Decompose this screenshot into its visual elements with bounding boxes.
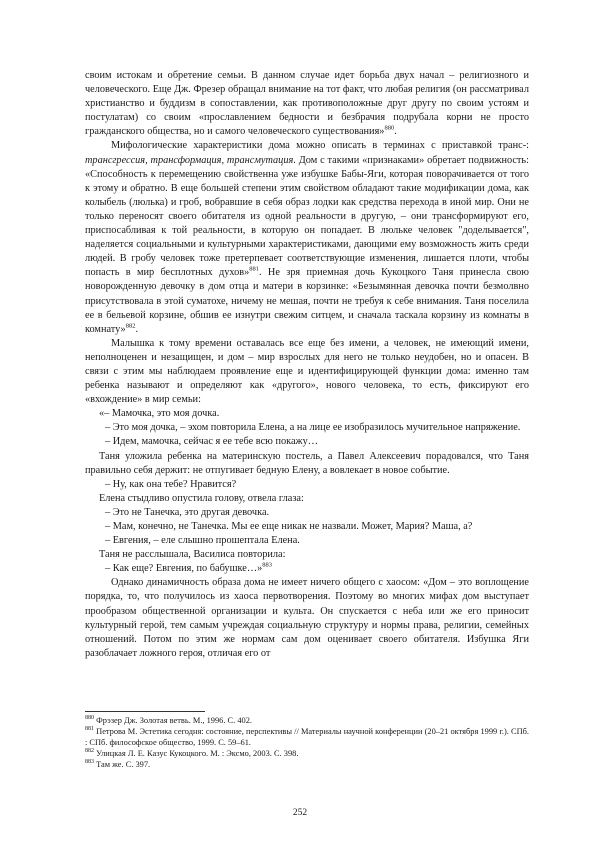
footnote-ref-882[interactable]: 882 <box>125 322 136 330</box>
page-body <box>85 69 529 661</box>
footnote-ref-881[interactable]: 881 <box>249 265 260 273</box>
footnote-text: Фрэзер Дж. Золотая ветвь. М., 1996. С. 402. <box>96 716 252 725</box>
dialogue-line: – Идем, мамочка, сейчас я ее тебе всю покажу… <box>105 436 319 448</box>
paragraph-3: Малышка к тому времени оставалась все еще без имени, а человек, не имеющий имени, неполноценен и незащищен, и дом – мир взрослых для него не только неудобен, но и опасен. В связи с этим мы наблюдаем проявление еще и идентифицирующей функции дома: именно там ребенка называют и определяют как «другого», нового человека, то есть, фиксируют его «вхождение» в мир семьи: <box>85 337 529 406</box>
dialogue-line: Елена стыдливо опустила голову, отвела глаза: <box>99 492 304 504</box>
dialogue-last-text: – Как еще? Евгения, по бабушке…» <box>105 563 263 575</box>
footnote-divider <box>85 711 205 712</box>
paragraph-2-italic-terms: трансгрессия, трансформация, трансмутация <box>85 154 294 166</box>
footnote-number: 882 <box>85 748 94 755</box>
page-number: 252 <box>292 808 308 818</box>
footnote-881 <box>85 726 529 748</box>
dialogue-line: Таня не расслышала, Василиса повторила: <box>99 549 286 561</box>
footnote-number: 883 <box>85 759 94 766</box>
paragraph-1: своим истокам и обретение семьи. В данном случае идет борьба двух начал – религиозного и человеческого. Еще Дж. Фрезер обращал внимание на тот факт, что любая религия (он рассматривал христианство и буддизм в сопоставлении, как противоположные друг другу по своим устоям и постулатам) со своим «прославлением бедности и безбрачия подрубала корни не просто гражданского общества, но и самого человеческого существования»$^{880}$. <box>85 70 529 138</box>
footnote-number: 881 <box>85 726 94 733</box>
dialogue-block <box>85 407 529 576</box>
dialogue-line: – Это моя дочка, – эхом повторила Елена, а на лице ее изобразилось мучительное напряжение. <box>105 422 521 434</box>
paragraph-4: Однако динамичность образа дома не имеет ничего общего с хаосом: «Дом – это воплощение порядка, то, что получилось из хаоса первотворения. Поэтому во многих мифах дом выступает прообразом общественной организации и культа. Он спускается с неба или же его приносит культурный герой, тем самым учреждая социальную структуру и нормы права, религии, семейных отношений. Потом по этим же нормам сам дом оценивает своего обитателя. Избушка Яги разоблачает ложного героя, отличая его от <box>85 577 529 659</box>
footnote-882 <box>85 748 529 759</box>
paragraph-2-text-a: Мифологические характеристики дома можно описать в терминах с приставкой транс-: <box>111 140 529 152</box>
dialogue-line: – Евгения, – еле слышно прошептала Елена. <box>105 535 300 547</box>
paragraph-2-text-b: . Дом с такими «признаками» обретает подвижность: «Способность к перемещению свойственна уже избушке Бабы-Яги, которая поворачивается от того к этому и обратно. В еще большей степени этим свойством обладают такие модификации дома, как колыбель (люлька) и гроб, вобравшие в себя образ лодки как средства перехода в иной мир. Они не только переносят своего обитателя из одной реальности в другую, – они трансформируют его, приспосабливая к той реальности, в которую он попадает. В люльке человек "доделывается", наделяется социальными и культурными характеристиками, дающими ему возможность жить среди людей. В гробу человек тоже претерпевает соответствующие изменения, лишается плоти, чтобы попасть в мир бесплотных духов» <box>85 154 529 279</box>
footnote-ref-883[interactable]: 883 <box>262 561 273 569</box>
dialogue-line: – Ну, как она тебе? Нравится? <box>105 478 237 490</box>
footnote-ref-880[interactable]: 880 <box>384 124 395 132</box>
footnotes <box>85 711 529 770</box>
footnote-text: Улицкая Л. Е. Казус Кукоцкого. М. : Эксмо, 2003. С. 398. <box>96 749 299 758</box>
footnote-text: Там же. С. 397. <box>96 760 151 769</box>
footnote-number: 880 <box>85 715 94 722</box>
paragraph-2: Мифологические характеристики дома можно описать в терминах с приставкой транс-: трансгрессия, трансформация, трансмутация. Дом с такими «признаками» обретает подвижность: «Способность к перемещению свойственна уже избушке Бабы-Яги, которая поворачивается от того к этому и обратно. В еще большей степени этим свойством обладают такие модификации дома, как колыбель (люлька) и гроб, вобравшие в себя образ лодки как средства перехода в иной мир. Они не только переносят своего обитателя из одной реальности в другую, – они трансформируют его, приспосабливая к той реальности, в которую он попадает. В люльке человек "доделывается", наделяется социальными и культурными характеристиками, дающими ему возможность жить среди людей. В гробу человек тоже претерпевает соответствующие изменения, лишается плоти, чтобы попасть в мир бесплотных духов»$^{881}$. Не зря приемная дочь Кукоцкого Таня принесла свою новорожденную девочку в дом отца и матери в корзинке: «Безымянная девочка почти безмолвно присутствовала в этой суматохе, ничему не мешая, почти не требуя к себе внимания. Таня поселила ее в бельевой корзине, обшив ее изнутри свежим ситцем, и сначала таскала корзину из комнаты в комнату»$^{882}$. <box>85 140 529 335</box>
dialogue-line: – Это не Танечка, это другая девочка. <box>105 506 270 518</box>
footnote-883 <box>85 759 529 770</box>
footnote-880 <box>85 715 529 726</box>
dialogue-line: «– Мамочка, это моя дочка. <box>99 408 220 420</box>
footnote-text: Петрова М. Эстетика сегодня: состояние, перспективы // Материалы научной конференции (20–21 октября 1999 г.). СПб. : СПб. философское общество, 1999. С. 59–61. <box>85 727 530 747</box>
dialogue-line: – Мам, конечно, не Танечка. Мы ее еще никак не назвали. Может, Мария? Маша, а? <box>105 521 473 532</box>
dialogue-line: Таня уложила ребенка на материнскую постель, а Павел Алексеевич порадовался, что Таня правильно себя держит: не отпугивает бедную Елену, а вовлекает в новое событие. <box>85 450 529 476</box>
dialogue-line-last <box>85 562 529 576</box>
paragraph-2-text-c: . Не зря приемная дочь Кукоцкого Таня принесла свою новорожденную девочку в дом отца и матери в корзинке: «Безымянная девочка почти безмолвно присутствовала в этой суматохе, ничему не мешая, почти не требуя к себе внимания. Таня поселила ее в бельевой корзине, обшив ее изнутри свежим ситцем, и сначала таскала корзину из комнаты в комнату» <box>85 267 529 335</box>
paragraph-1-text: своим истокам и обретение семьи. В данном случае идет борьба двух начал – религиозного и человеческого. Еще Дж. Фрезер обращал внимание на тот факт, что любая религия (он рассматривал христианство и буддизм в сопоставлении, как противоположные друг другу по своим устоям и постулатам) со своим «прославлением бедности и безбрачия подрубала корни не просто гражданского общества, но и самого человеческого существования» <box>85 70 529 138</box>
